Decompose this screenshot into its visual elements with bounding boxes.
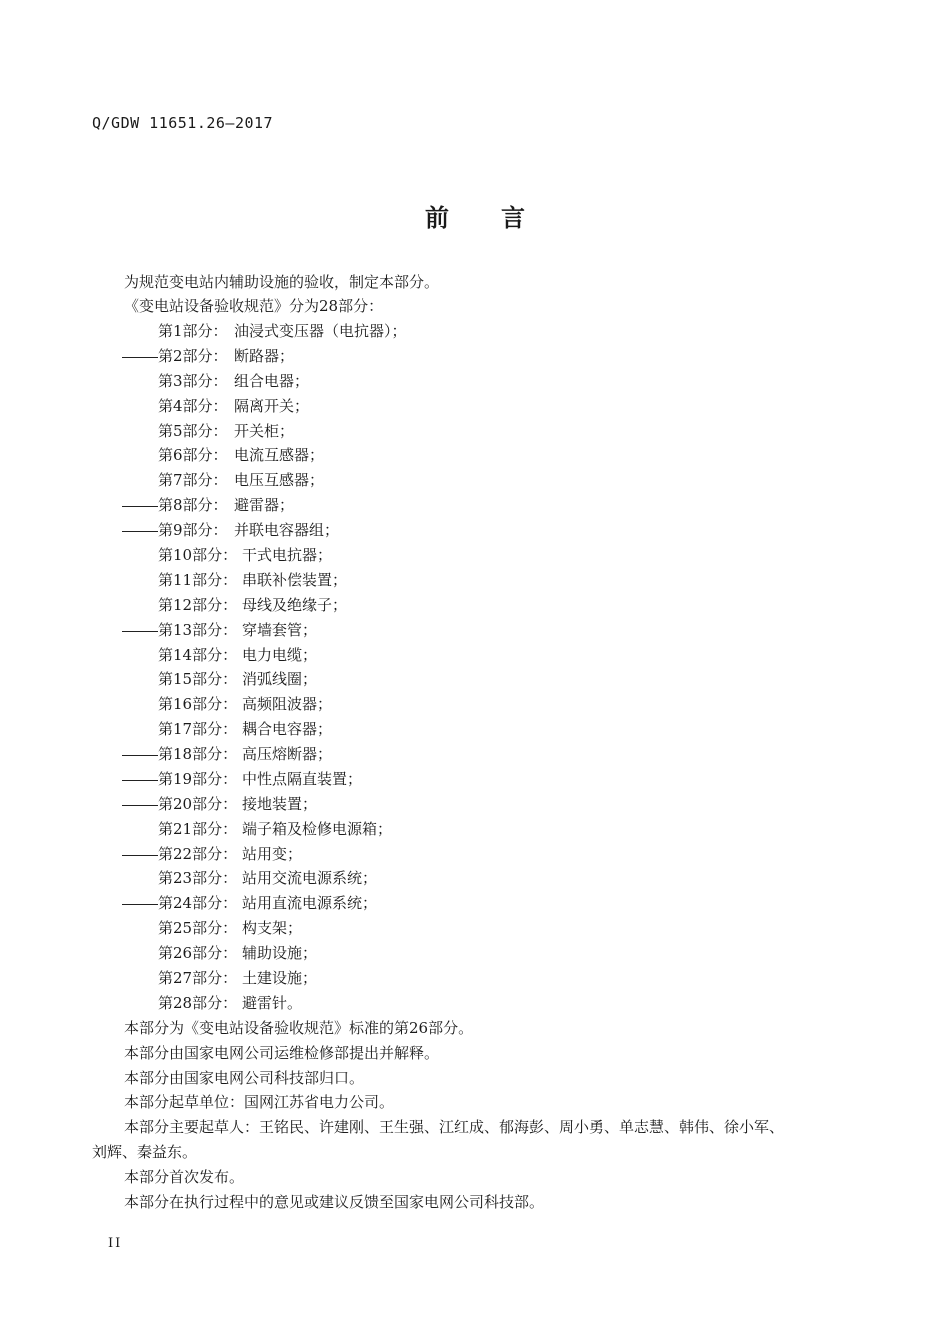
part-number: 第9部分： — [158, 521, 228, 539]
part-number: 第13部分： — [158, 621, 238, 639]
proposed-statement: 本部分由国家电网公司运维检修部提出并解释。 — [124, 1044, 440, 1062]
part-name: 端子箱及检修电源箱； — [242, 820, 393, 838]
title-char-1: 前 — [425, 204, 449, 232]
dash-mark — [122, 631, 158, 632]
intro-line: 为规范变电站内辅助设施的验收，制定本部分。 — [124, 273, 440, 291]
list-item — [158, 421, 295, 441]
part-name: 串联补偿装置； — [242, 571, 348, 589]
part-name: 辅助设施； — [242, 944, 318, 962]
part-number: 第18部分： — [158, 745, 238, 763]
part-name: 避雷器； — [234, 496, 295, 514]
list-item — [122, 794, 318, 814]
part-name: 高频阻波器； — [242, 695, 333, 713]
feedback-statement: 本部分在执行过程中的意见或建议反馈至国家电网公司科技部。 — [124, 1193, 545, 1211]
part-number: 第4部分： — [158, 397, 228, 415]
list-item — [158, 645, 318, 665]
standard-note: 本部分为《变电站设备验收规范》标准的第26部分。 — [124, 1019, 474, 1037]
part-name: 站用变； — [242, 845, 303, 863]
part-name: 电压互感器； — [234, 471, 325, 489]
list-item — [158, 545, 333, 565]
dash-mark — [122, 531, 158, 532]
part-name: 站用交流电源系统； — [242, 869, 378, 887]
page-number: II — [108, 1236, 123, 1251]
part-number: 第25部分： — [158, 919, 238, 937]
dash-mark — [122, 506, 158, 507]
part-name: 组合电器； — [234, 372, 310, 390]
part-number: 第8部分： — [158, 496, 228, 514]
part-number: 第12部分： — [158, 596, 238, 614]
list-item — [158, 993, 303, 1013]
part-name: 站用直流电源系统； — [242, 894, 378, 912]
part-number: 第28部分： — [158, 994, 238, 1012]
part-name: 消弧线圈； — [242, 670, 318, 688]
list-item — [122, 893, 378, 913]
list-item — [122, 620, 318, 640]
part-name: 耦合电容器； — [242, 720, 333, 738]
list-item — [122, 844, 303, 864]
list-item — [122, 495, 295, 515]
dash-mark — [122, 357, 158, 358]
part-name: 土建设施； — [242, 969, 318, 987]
list-item — [158, 868, 378, 888]
part-number: 第21部分： — [158, 820, 238, 838]
list-item — [158, 669, 318, 689]
intro-line: 《变电站设备验收规范》分为28部分： — [124, 297, 384, 315]
list-item — [158, 968, 318, 988]
dash-mark — [122, 904, 158, 905]
part-name: 油浸式变压器（电抗器）； — [234, 322, 407, 340]
part-number: 第17部分： — [158, 720, 238, 738]
title-char-2: 言 — [501, 204, 525, 232]
dash-mark — [122, 755, 158, 756]
part-number: 第14部分： — [158, 646, 238, 664]
part-number: 第16部分： — [158, 695, 238, 713]
list-item — [158, 570, 348, 590]
part-name: 接地装置； — [242, 795, 318, 813]
list-item — [122, 346, 295, 366]
page-title — [0, 198, 950, 233]
part-number: 第10部分： — [158, 546, 238, 564]
part-number: 第15部分： — [158, 670, 238, 688]
part-name: 隔离开关； — [234, 397, 310, 415]
list-item — [158, 918, 303, 938]
list-item — [158, 321, 407, 341]
part-name: 电力电缆； — [242, 646, 318, 664]
part-number: 第1部分： — [158, 322, 228, 340]
managed-statement: 本部分由国家电网公司科技部归口。 — [124, 1069, 365, 1087]
list-item — [158, 396, 310, 416]
part-name: 高压熔断器； — [242, 745, 333, 763]
list-item — [158, 719, 333, 739]
standard-code: Q/GDW 11651.26—2017 — [92, 114, 274, 132]
dash-mark — [122, 855, 158, 856]
list-item — [158, 694, 333, 714]
dash-mark — [122, 805, 158, 806]
part-name: 穿墙套管； — [242, 621, 318, 639]
drafters-line-1: 本部分主要起草人：王铭民、许建刚、王生强、江红成、郁海彭、周小勇、单志慧、韩伟、徐小军、 — [124, 1118, 785, 1136]
part-name: 构支架； — [242, 919, 303, 937]
part-name: 开关柜； — [234, 422, 295, 440]
list-item — [122, 520, 340, 540]
list-item — [158, 445, 325, 465]
part-number: 第22部分： — [158, 845, 238, 863]
list-item — [122, 769, 363, 789]
part-name: 母线及绝缘子； — [242, 596, 348, 614]
part-number: 第27部分： — [158, 969, 238, 987]
drafting-unit: 本部分起草单位：国网江苏省电力公司。 — [124, 1093, 395, 1111]
part-name: 干式电抗器； — [242, 546, 333, 564]
list-item — [158, 371, 310, 391]
part-number: 第19部分： — [158, 770, 238, 788]
list-item — [158, 943, 318, 963]
list-item — [158, 819, 393, 839]
part-name: 避雷针。 — [242, 994, 303, 1012]
list-item — [158, 470, 325, 490]
part-number: 第20部分： — [158, 795, 238, 813]
part-number: 第24部分： — [158, 894, 238, 912]
part-number: 第2部分： — [158, 347, 228, 365]
part-name: 中性点隔直装置； — [242, 770, 363, 788]
part-name: 并联电容器组； — [234, 521, 340, 539]
part-number: 第5部分： — [158, 422, 228, 440]
part-number: 第6部分： — [158, 446, 228, 464]
part-name: 断路器； — [234, 347, 295, 365]
part-number: 第11部分： — [158, 571, 238, 589]
part-name: 电流互感器； — [234, 446, 325, 464]
drafters-line-2: 刘辉、秦益东。 — [92, 1143, 198, 1161]
part-number: 第26部分： — [158, 944, 238, 962]
part-number: 第23部分： — [158, 869, 238, 887]
list-item — [122, 744, 333, 764]
dash-mark — [122, 780, 158, 781]
first-release: 本部分首次发布。 — [124, 1168, 245, 1186]
part-number: 第3部分： — [158, 372, 228, 390]
part-number: 第7部分： — [158, 471, 228, 489]
list-item — [158, 595, 348, 615]
